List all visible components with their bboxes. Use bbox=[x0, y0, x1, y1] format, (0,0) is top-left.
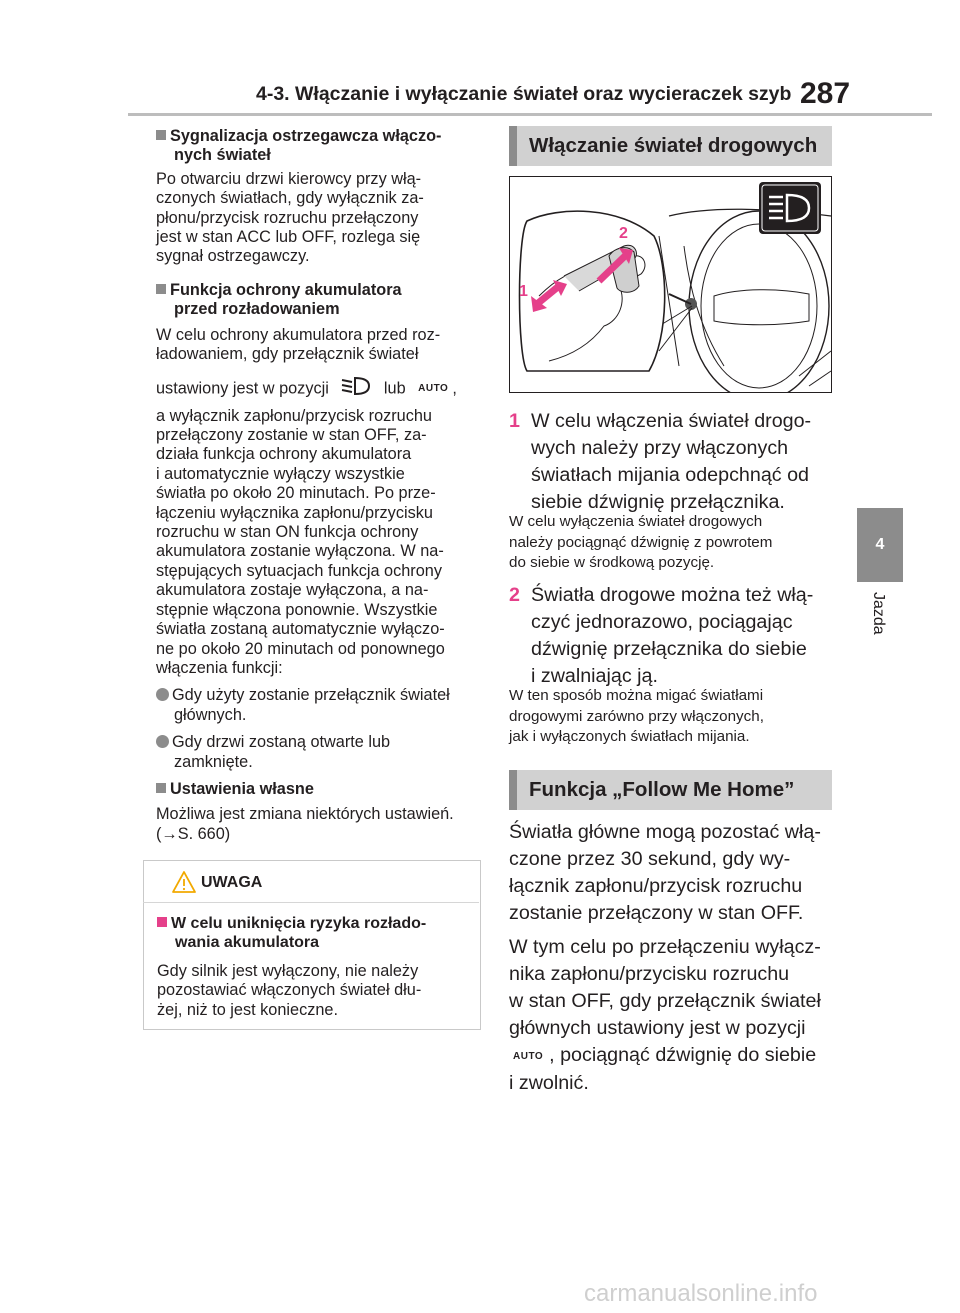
chapter-label: Jazda bbox=[870, 592, 887, 635]
bullet-item: Gdy użyty zostanie przełącznik świateł głównych. bbox=[156, 686, 480, 725]
auto-icon: AUTO bbox=[418, 382, 449, 394]
page-number: 287 bbox=[800, 77, 851, 110]
follow-me-home-text: Światła główne mogą pozostać włą- czone przez 30 sekund, gdy wy- łącznik zapłonu/przycisk rozruchu zostanie przełączony w stan OFF. W tym celu po przełączeniu wyłącz- nika zapłonu/przycisku rozruchu w stan OFF, gdy przełącznik świateł głównych ustawiony jest w pozycji AUTO , pociągnąć dźwignię do siebie i zwolnić. bbox=[509, 821, 821, 1094]
header-rule bbox=[128, 113, 932, 116]
figure-label-2: 2 bbox=[619, 225, 628, 242]
alert-text: Po otwarciu drzwi kierowcy przy włą- czonych światłach, gdy wyłącznik za- płonu/przycisk rozruchu przełączony jest w stan ACC lub OFF, rozlega się sygnał ostrzegawczy. bbox=[156, 169, 424, 266]
step-2-note: W ten sposób można migać światłami drogowymi zarówno przy włączonych, jak i wyłączonych światłach mijania. bbox=[509, 687, 764, 745]
low-beam-headlight-icon bbox=[339, 375, 373, 403]
warning-triangle-icon bbox=[171, 870, 197, 899]
section-title: 4-3. Włączanie i wyłączanie świateł oraz wycieraczek szyb bbox=[256, 83, 792, 105]
chapter-tab[interactable]: 4 bbox=[857, 508, 903, 582]
section-heading-high-beam: Włączanie świateł drogowych bbox=[509, 126, 832, 166]
battery-section bbox=[156, 281, 480, 844]
step-1: 1 W celu włączenia świateł drogo- wych należy przy włączonych światłach mijania odepchnąć od siebie dźwignię przełącznika. bbox=[509, 410, 812, 513]
custom-text: Możliwa jest zmiana niektórych ustawień. (→S. 660) bbox=[156, 805, 454, 843]
alert-section bbox=[156, 127, 480, 267]
battery-text: W celu ochrony akumulatora przed roz- ładowaniem, gdy przełącznik świateł ustawiony jest w pozycji lub AUTO , a wyłącznik zapłonu/przycisk rozruchu przełączony zostanie w stan OFF, za- działa funkcja ochrony akumulatora i automatycznie wyłączy wszystkie światła po około 20 minutach. Po prze- łączeniu wyłącznika zapłonu/przycisku rozruchu w stan ON funkcja ochrony akumulatora zostanie wyłączona. W na- stępujących sytuacjach funkcja ochrony akumulatora zostaje wyłączona, a na- stępnie włączona ponownie. Wszystkie światła zostaną automatycznie wyłączo- ne po około 20 minutach od ponownego włączenia funkcji: bbox=[156, 325, 457, 677]
bullet-item: Gdy drzwi zostaną otwarte lub zamknięte. bbox=[156, 733, 480, 772]
auto-icon: AUTO bbox=[513, 1051, 544, 1062]
warning-separator bbox=[143, 902, 479, 903]
step-2: 2 Światła drogowe można też włą- czyć jednorazowo, pociągając dźwignię przełącznika do siebie i zwalniając ją. bbox=[509, 584, 814, 687]
warning-heading: W celu uniknięcia ryzyka rozłado- wania akumulatora bbox=[157, 914, 475, 953]
step-1-note: W celu wyłączenia świateł drogowych należy pociągnąć dźwignię z powrotem do siebie w środkową pozycję. bbox=[509, 513, 773, 571]
battery-heading: Funkcja ochrony akumulatora przed rozładowaniem bbox=[156, 281, 480, 320]
warning-text: Gdy silnik jest wyłączony, nie należy pozostawiać włączonych świateł dłu- żej, niż to jest konieczne. bbox=[157, 962, 422, 1019]
alert-heading: Sygnalizacja ostrzegawcza włączo- nych świateł bbox=[156, 127, 480, 166]
figure-label-1: 1 bbox=[519, 283, 528, 300]
warning-title: UWAGA bbox=[201, 874, 263, 891]
headlight-lever-illustration bbox=[509, 176, 832, 393]
section-heading-follow-me-home: Funkcja „Follow Me Home” bbox=[509, 770, 832, 810]
custom-heading: Ustawienia własne bbox=[156, 780, 480, 799]
watermark: carmanualsonline.info bbox=[584, 1280, 818, 1307]
